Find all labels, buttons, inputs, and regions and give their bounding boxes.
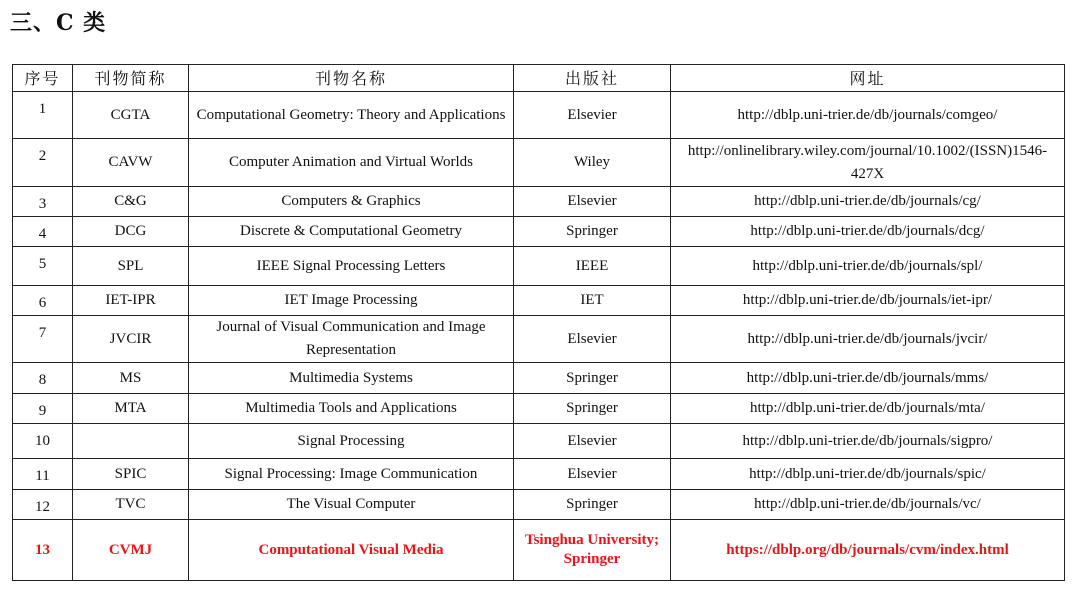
journal-publisher: Elsevier bbox=[514, 92, 671, 139]
row-number: 6 bbox=[13, 286, 73, 316]
journal-abbreviation: MS bbox=[73, 363, 189, 394]
journal-publisher: IET bbox=[514, 286, 671, 316]
journal-abbreviation: SPIC bbox=[73, 459, 189, 490]
journal-abbreviation bbox=[73, 424, 189, 459]
journal-name: Journal of Visual Communication and Image Representation bbox=[189, 316, 514, 363]
table-row bbox=[13, 459, 1065, 490]
journal-publisher: Elsevier bbox=[514, 424, 671, 459]
table-row bbox=[13, 217, 1065, 247]
journal-name: Discrete & Computational Geometry bbox=[189, 217, 514, 247]
journal-url[interactable]: http://dblp.uni-trier.de/db/journals/mms/ bbox=[671, 363, 1065, 394]
journal-name: Computer Animation and Virtual Worlds bbox=[189, 139, 514, 187]
journal-url[interactable]: http://onlinelibrary.wiley.com/journal/10.1002/(ISSN)1546-427X bbox=[671, 139, 1065, 187]
journal-url[interactable]: http://dblp.uni-trier.de/db/journals/cg/ bbox=[671, 187, 1065, 217]
table-row bbox=[13, 247, 1065, 286]
journal-url[interactable]: http://dblp.uni-trier.de/db/journals/spic/ bbox=[671, 459, 1065, 490]
journal-publisher: Elsevier bbox=[514, 316, 671, 363]
row-number: 1 bbox=[13, 92, 73, 139]
journal-publisher: Elsevier bbox=[514, 187, 671, 217]
table-row bbox=[13, 490, 1065, 520]
table-row bbox=[13, 316, 1065, 363]
journal-publisher: IEEE bbox=[514, 247, 671, 286]
journal-abbreviation: TVC bbox=[73, 490, 189, 520]
table-row bbox=[13, 363, 1065, 394]
journal-publisher: Springer bbox=[514, 217, 671, 247]
journal-url[interactable]: http://dblp.uni-trier.de/db/journals/jvcir/ bbox=[671, 316, 1065, 363]
journal-publisher: Elsevier bbox=[514, 459, 671, 490]
table-row bbox=[13, 394, 1065, 424]
journal-name: IET Image Processing bbox=[189, 286, 514, 316]
journal-name: IEEE Signal Processing Letters bbox=[189, 247, 514, 286]
journal-url[interactable]: http://dblp.uni-trier.de/db/journals/dcg/ bbox=[671, 217, 1065, 247]
table-row bbox=[13, 92, 1065, 139]
journal-abbreviation: C&G bbox=[73, 187, 189, 217]
col-header-url: 网址 bbox=[671, 65, 1065, 92]
col-header-number: 序号 bbox=[13, 65, 73, 92]
col-header-journal-name: 刊物名称 bbox=[189, 65, 514, 92]
journal-publisher: Springer bbox=[514, 363, 671, 394]
table-row bbox=[13, 424, 1065, 459]
journal-url[interactable]: https://dblp.org/db/journals/cvm/index.html bbox=[671, 520, 1065, 581]
journal-url[interactable]: http://dblp.uni-trier.de/db/journals/comgeo/ bbox=[671, 92, 1065, 139]
journal-url[interactable]: http://dblp.uni-trier.de/db/journals/spl/ bbox=[671, 247, 1065, 286]
table-row-highlighted bbox=[13, 520, 1065, 581]
section-heading: 三、C 类 bbox=[10, 10, 107, 36]
journal-name: The Visual Computer bbox=[189, 490, 514, 520]
table-row bbox=[13, 187, 1065, 217]
journal-publisher: Springer bbox=[514, 490, 671, 520]
journal-url[interactable]: http://dblp.uni-trier.de/db/journals/mta/ bbox=[671, 394, 1065, 424]
journal-name: Multimedia Tools and Applications bbox=[189, 394, 514, 424]
row-number: 4 bbox=[13, 217, 73, 247]
journal-abbreviation: CAVW bbox=[73, 139, 189, 187]
journal-abbreviation: DCG bbox=[73, 217, 189, 247]
journal-abbreviation: JVCIR bbox=[73, 316, 189, 363]
journal-name: Computers & Graphics bbox=[189, 187, 514, 217]
col-header-abbreviation: 刊物简称 bbox=[73, 65, 189, 92]
journal-url[interactable]: http://dblp.uni-trier.de/db/journals/iet-ipr/ bbox=[671, 286, 1065, 316]
col-header-publisher: 出版社 bbox=[514, 65, 671, 92]
journal-name: Signal Processing: Image Communication bbox=[189, 459, 514, 490]
table-header-row bbox=[13, 65, 1065, 92]
row-number: 7 bbox=[13, 316, 73, 363]
table-row bbox=[13, 286, 1065, 316]
journal-abbreviation: CVMJ bbox=[73, 520, 189, 581]
row-number: 11 bbox=[13, 459, 73, 490]
row-number: 13 bbox=[13, 520, 73, 581]
journal-abbreviation: CGTA bbox=[73, 92, 189, 139]
journal-table bbox=[12, 64, 1065, 581]
journal-abbreviation: SPL bbox=[73, 247, 189, 286]
row-number: 12 bbox=[13, 490, 73, 520]
row-number: 2 bbox=[13, 139, 73, 187]
row-number: 5 bbox=[13, 247, 73, 286]
journal-name: Computational Geometry: Theory and Applications bbox=[189, 92, 514, 139]
journal-publisher: Wiley bbox=[514, 139, 671, 187]
journal-publisher: Tsinghua University; Springer bbox=[514, 520, 671, 581]
journal-name: Computational Visual Media bbox=[189, 520, 514, 581]
row-number: 10 bbox=[13, 424, 73, 459]
journal-name: Signal Processing bbox=[189, 424, 514, 459]
journal-name: Multimedia Systems bbox=[189, 363, 514, 394]
journal-publisher: Springer bbox=[514, 394, 671, 424]
journal-url[interactable]: http://dblp.uni-trier.de/db/journals/sigpro/ bbox=[671, 424, 1065, 459]
row-number: 9 bbox=[13, 394, 73, 424]
row-number: 8 bbox=[13, 363, 73, 394]
row-number: 3 bbox=[13, 187, 73, 217]
journal-abbreviation: MTA bbox=[73, 394, 189, 424]
table-row bbox=[13, 139, 1065, 187]
journal-url[interactable]: http://dblp.uni-trier.de/db/journals/vc/ bbox=[671, 490, 1065, 520]
journal-abbreviation: IET-IPR bbox=[73, 286, 189, 316]
